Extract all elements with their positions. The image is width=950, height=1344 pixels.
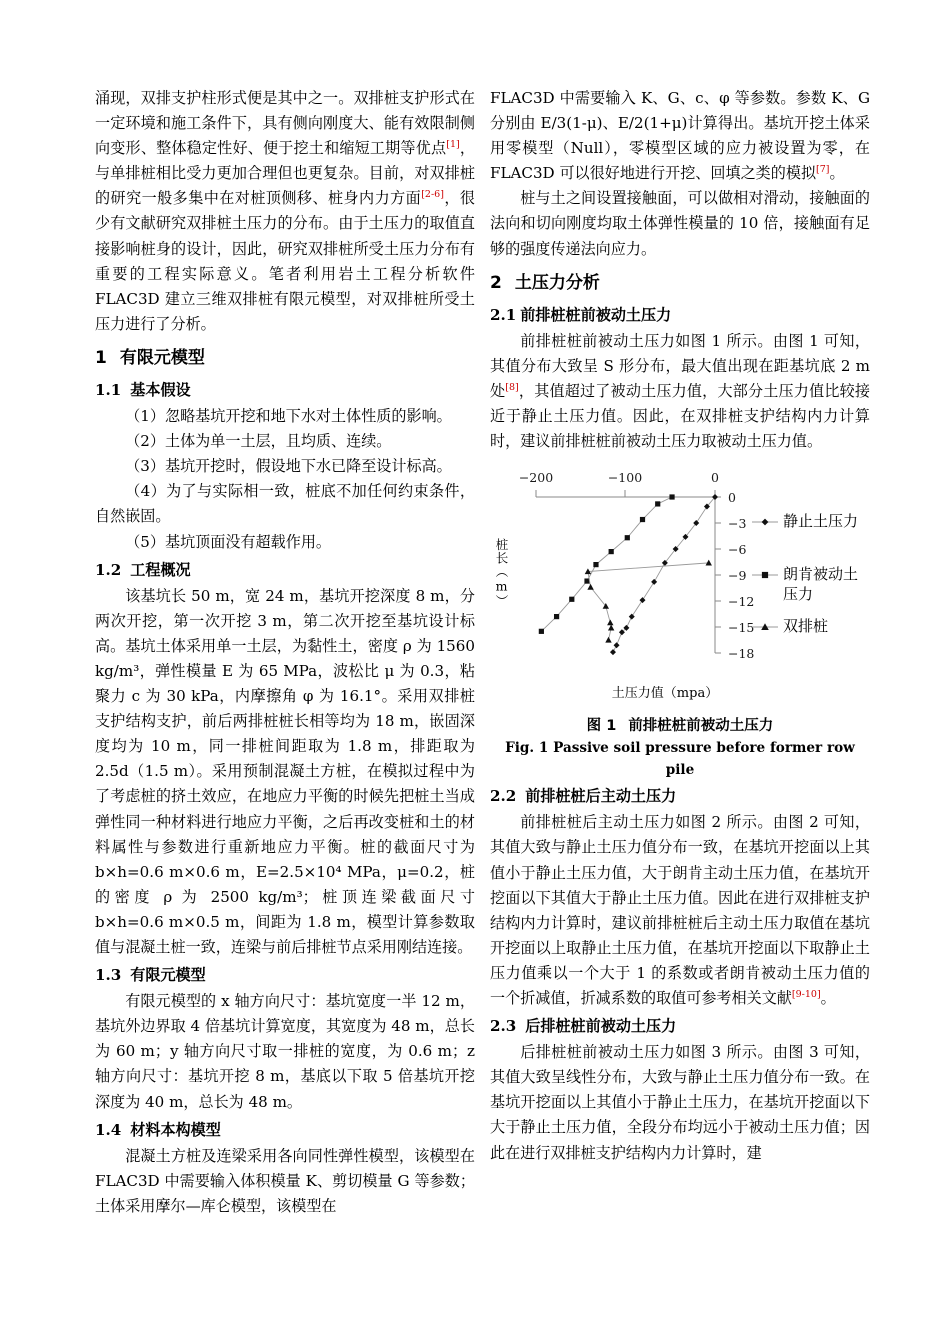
series-line-2 xyxy=(588,563,709,640)
paragraph-constitutive-model: 混凝土方桩及连梁采用各向同性弹性模型，该模型在 FLAC3D 中需要输入体积模量 K、剪切模量 G 等参数；土体采用摩尔—库仑模型，该模型在 xyxy=(95,1146,475,1215)
heading-section-1-title: 有限元模型 xyxy=(119,347,205,368)
series-1-marker-4 xyxy=(609,549,614,554)
assumption-item-1: （1）忽略基坑开挖和地下水对土体性质的影响。 xyxy=(125,407,452,426)
y-ticklabel-n12: −12 xyxy=(728,594,755,610)
series-2-marker-6 xyxy=(605,637,611,643)
paragraph-passive-rear: 后排桩桩前被动土压力如图 3 所示。由图 3 可知，其值大致呈线性分布，大致与静止土压力值分布一致。在基坑开挖面以上其值小于静止土压力，在基坑开挖面以下大于静止土压力值，全段分布均远小于被动土压力值；因此在进行双排桩支护结构内力计算时，建 xyxy=(490,1043,870,1162)
series-1-marker-1 xyxy=(655,502,660,507)
chart-x-tick-labels xyxy=(519,470,719,485)
series-1-marker-5 xyxy=(593,562,598,567)
intro-text-c: ，很少有文献研究双排桩土压力的分布。由于土压力的取值直接影响桩身的设计，因此，研究双排桩所受土压力分布有重要的工程实际意义。笔者利用岩土工程分析软件 FLAC3D 建立三维双排桩有限元模型，对双排桩所受土压力进行了分析。 xyxy=(95,189,475,333)
heading-section-1-4-number: 1.4 xyxy=(95,1120,122,1139)
chart-legend-marks xyxy=(752,519,778,630)
chart-series-0 xyxy=(610,494,718,655)
series-0-marker-6 xyxy=(651,579,657,585)
chart-series-1 xyxy=(539,495,675,635)
citation-ref-1[interactable]: [1] xyxy=(446,139,460,151)
heading-section-1-2 xyxy=(95,558,475,583)
figure-caption-cn xyxy=(490,715,870,737)
series-1-marker-3 xyxy=(625,535,630,540)
series-0-marker-11 xyxy=(614,642,620,648)
passive-front-text-b: ，其值超过了被动土压力值，大部分土压力值比较接近于静止土压力值。因此，在双排桩支护结构内力计算时，建议前排桩桩前被动土压力取被动土压力值。 xyxy=(490,381,870,451)
y-ticklabel-n18: −18 xyxy=(728,646,755,662)
heading-section-2-3-number: 2.3 xyxy=(490,1017,517,1036)
passive-front-text-a: 前排桩桩前被动土压力如图 1 所示。由图 1 可知，其值分布大致呈 S 形分布，最大值出现在距基坑底 2 m 处 xyxy=(490,331,870,400)
figure-1 xyxy=(490,460,870,781)
heading-section-2-1 xyxy=(490,303,870,328)
right-column xyxy=(490,86,870,1304)
active-behind-text-a: 前排桩桩后主动土压力如图 2 所示。由图 2 可知，其值大致与静止土压力值分布一致，在基坑开挖面以上其值小于静止土压力值，大于朗肯主动土压力值，在基坑开挖面以下其值大于静止土压力值。因此在进行双排桩支护结构内力计算时，建议前排桩桩后主动土压力取值在基坑开挖面以上取静止土压力值，在基坑开挖面以下取静止土压力值乘以一个大于 1 的系数或者朗肯被动土压力值的一个折减值，折减系数的取值可参考相关文献 xyxy=(490,813,870,1007)
chart-container xyxy=(490,460,870,713)
heading-section-2-1-title: 前排桩桩前被动土压力 xyxy=(520,305,672,324)
flac3d-text: FLAC3D 中需要输入 K、G、c、φ 等参数。参数 K、G 分别由 E/3(1-μ)、E/2(1+μ)计算得出。基坑开挖土体采用零模型（Null），零模型区域的应力被设置为零，在 FLAC3D 可以很好地进行开挖、回填之类的模拟 xyxy=(490,89,870,183)
series-2-marker-5 xyxy=(608,625,614,631)
citation-ref-2-6[interactable]: [2-6] xyxy=(421,189,444,201)
series-2-marker-0 xyxy=(706,560,712,566)
two-column-layout xyxy=(95,86,870,1304)
heading-section-1-2-number: 1.2 xyxy=(95,560,122,579)
heading-section-1-3-number: 1.3 xyxy=(95,966,122,985)
series-0-marker-12 xyxy=(610,649,616,655)
heading-section-2-2-number: 2.2 xyxy=(490,787,517,806)
series-0-marker-8 xyxy=(629,614,635,620)
legend-label-1: 朗肯被动土压力 xyxy=(783,565,859,603)
paragraph-project-overview: 该基坑长 50 m，宽 24 m，基坑开挖深度 8 m，分两次开挖，第一次开挖 3 m，第二次开挖至基坑设计标高。基坑土体采用单一土层，为黏性土，密度 ρ 为 1560 kg/m³，弹性模量 E 为 65 MPa，波松比 μ 为 0.3，粘聚力 c 为 30 kPa，内摩擦角 φ 为 16.1°。采用双排桩支护结构支护，前后两排桩桩长相等均为 18 m，嵌固深度均为 10 m，同一排桩间距取为 1.8 m，排距取为 2.5d（1.5 m）。采用预制混凝土方桩，在模拟过程中为了考虑桩的挤土效应，在地应力平衡的时候先把桩土当成弹性同一种材料进行地应力平衡，之后再改变桩和土的材料属性与参数进行重新地应力平衡。桩的截面尺寸为 b×h=0.6 m×0.6 m，E=2.5×10⁴ MPa，μ=0.2，桩的密度 ρ 为 2500 kg/m³；桩顶连梁截面尺寸 b×h=0.6 m×0.5 m，间距为 1.8 m，模型计算参数取值与混凝土桩一致，连梁与前后排桩节点采用刚结连接。 xyxy=(95,586,475,956)
intro-text-a: 涌现，双排支护柱形式便是其中之一。双排桩支护形式在一定环境和施工条件下，具有侧向刚度大、能有效限制侧向变形、整体稳定性好、便于挖土和缩短工期等优点 xyxy=(95,89,475,158)
series-2-marker-4 xyxy=(607,620,613,626)
series-1-marker-2 xyxy=(640,517,645,522)
heading-section-2-2 xyxy=(490,784,870,809)
left-column xyxy=(95,86,475,1304)
y-ticklabel-n6: −6 xyxy=(728,542,747,558)
series-2-marker-2 xyxy=(587,584,593,590)
assumption-item-4: （4）为了与实际相一致，桩底不加任何约束条件，自然嵌固。 xyxy=(95,482,475,526)
x-ticklabel-n100: −100 xyxy=(607,470,643,486)
heading-section-1-1-title: 基本假设 xyxy=(130,380,191,399)
x-ticklabel-0: 0 xyxy=(711,470,719,486)
series-1-marker-9 xyxy=(539,629,544,634)
legend-label-2: 双排桩 xyxy=(783,617,829,636)
series-0-marker-7 xyxy=(640,597,646,603)
heading-section-1-number: 1 xyxy=(95,347,107,368)
citation-ref-8[interactable]: [8] xyxy=(505,381,519,393)
heading-section-2-1-number: 2.1 xyxy=(490,305,517,324)
heading-section-1-4 xyxy=(95,1118,475,1143)
legend-marker-diamond xyxy=(762,519,769,526)
chart-series-2 xyxy=(585,560,712,643)
y-ticklabel-n3: −3 xyxy=(728,516,747,532)
chart-y-axis-label: 桩长（m） xyxy=(494,538,509,609)
heading-section-1-4-title: 材料本构模型 xyxy=(130,1120,221,1139)
assumption-item-3: （3）基坑开挖时，假设地下水已降至设计标高。 xyxy=(125,457,452,476)
heading-section-2-2-title: 前排桩桩后主动土压力 xyxy=(525,787,677,806)
citation-ref-9-10[interactable]: [9-10] xyxy=(791,988,821,1000)
heading-section-1-1 xyxy=(95,378,475,403)
citation-ref-7[interactable]: [7] xyxy=(816,164,830,176)
paragraph-intro xyxy=(95,86,475,337)
x-ticklabel-n200: −200 xyxy=(518,470,554,486)
heading-section-2-3-title: 后排桩桩前被动土压力 xyxy=(525,1017,677,1036)
heading-section-1-3-title: 有限元模型 xyxy=(130,966,206,985)
series-1-marker-0 xyxy=(669,495,674,500)
heading-section-1-2-title: 工程概况 xyxy=(130,560,191,579)
heading-section-1 xyxy=(95,344,475,372)
figure-caption-en: Fig. 1 Passive soil pressure before former row pile xyxy=(505,740,855,779)
active-behind-text-b: 。 xyxy=(820,988,836,1007)
intro-text-b: ，与单排桩相比受力更加合理但也更复杂。目前，对双排桩的研究一般多集中在对桩顶侧移、桩身内力方面 xyxy=(95,139,475,208)
figure-number-cn: 图 1 xyxy=(586,718,617,735)
heading-section-2-3 xyxy=(490,1014,870,1039)
heading-section-2-title: 土压力分析 xyxy=(514,272,600,293)
heading-section-1-1-number: 1.1 xyxy=(95,380,122,399)
series-1-marker-7 xyxy=(569,597,574,602)
flac3d-text-end: 。 xyxy=(829,164,845,183)
chart-y-tick-labels xyxy=(728,490,754,661)
series-1-marker-8 xyxy=(554,614,559,619)
y-ticklabel-n9: −9 xyxy=(728,568,747,584)
y-ticklabel-n15: −15 xyxy=(728,620,755,636)
legend-marker-square xyxy=(762,572,768,578)
assumption-item-2: （2）土体为单一土层，且均质、连续。 xyxy=(125,432,392,451)
chart-x-axis-label: 土压力值（mpa） xyxy=(611,686,719,702)
heading-section-2 xyxy=(490,269,870,297)
heading-section-2-number: 2 xyxy=(490,272,502,293)
figure-title-cn: 前排桩桩前被动土压力 xyxy=(628,718,774,735)
heading-section-1-3 xyxy=(95,963,475,988)
paragraph-interface: 桩与土之间设置接触面，可以做相对滑动，接触面的法向和切向刚度均取土体弹性模量的 10 倍，接触面有足够的强度传递法向应力。 xyxy=(490,189,870,258)
chart-series-layer xyxy=(539,494,718,655)
legend-label-0: 静止土压力 xyxy=(783,512,859,531)
paragraph-active-behind xyxy=(490,810,870,1011)
paragraph-passive-front xyxy=(490,329,870,454)
y-ticklabel-0: 0 xyxy=(728,490,736,506)
paragraph-flac3d-params xyxy=(490,86,870,186)
assumption-item-5: （5）基坑顶面没有超载作用。 xyxy=(125,532,332,551)
paragraph-fem-model: 有限元模型的 x 轴方向尺寸：基坑宽度一半 12 m，基坑外边界取 4 倍基坑计算宽度，其宽度为 48 m，总长为 60 m；y 轴方向尺寸取一排桩的宽度，为 0.6 m；z 轴方向尺寸：基坑开挖 8 m，基底以下取 5 倍基坑开挖深度为 40 m，总长为 48 m。 xyxy=(95,992,475,1111)
